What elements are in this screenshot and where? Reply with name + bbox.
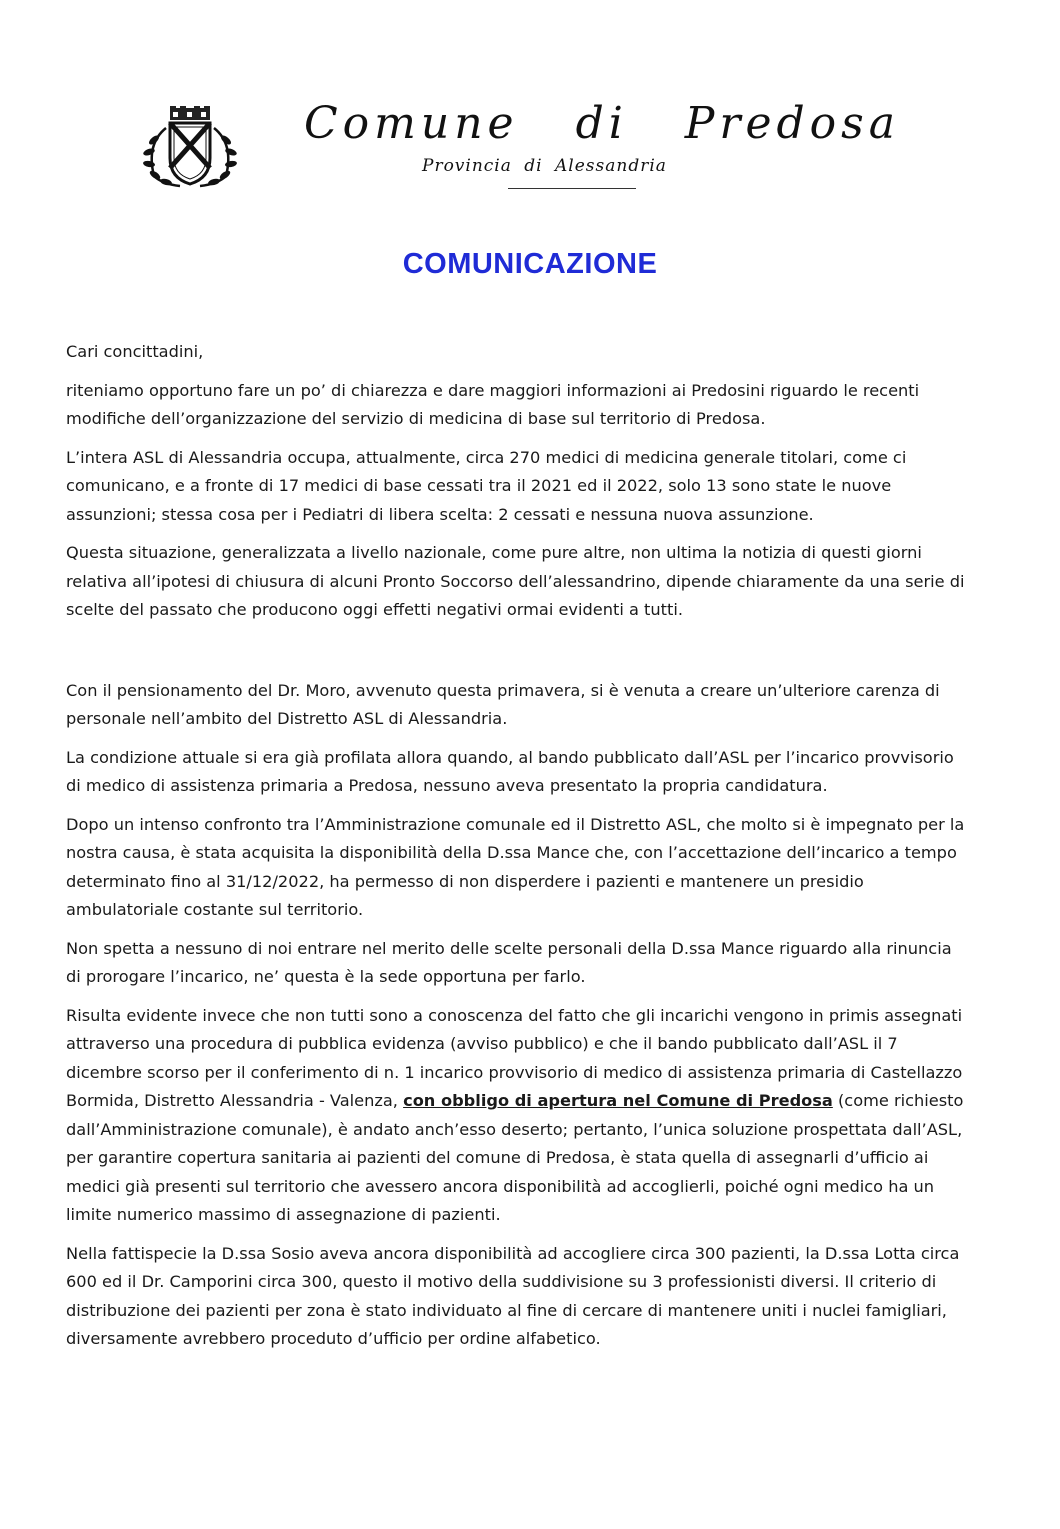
paragraph-3: Questa situazione, generalizzata a livello nazionale, come pure altre, non ultima la notizia di questi giorni relativa all’ipotesi di chiusura di alcuni Pronto Soccorso dell’alessandrino, dipende chiaramente da una serie di scelte del passato che producono oggi effetti negativi ormai evidenti a tutti. bbox=[66, 543, 965, 619]
paragraph-8-part-3: (come richiesto dall’Amministrazione comunale), è andato anch’esso deserto; pertanto, l’unica soluzione prospettata dall’ASL, per garantire copertura sanitaria ai pazienti del comune di Predosa, è stata quella di assegnarli d’ufficio ai medici già presenti sul territorio che avessero ancora disponibilità ad accoglierli, poiché ogni medico ha un limite numerico massimo di assegnazione di pazienti. bbox=[66, 1091, 964, 1224]
header-divider bbox=[508, 188, 636, 189]
comune-title: Comune di Predosa bbox=[304, 98, 900, 149]
letter-body bbox=[66, 338, 966, 1364]
paragraph-7: Non spetta a nessuno di noi entrare nel merito delle scelte personali della D.ssa Mance riguardo alla rinuncia di prorogare l’incarico, ne’ questa è la sede opportuna per farlo. bbox=[66, 938, 952, 986]
paragraph-4: Con il pensionamento del Dr. Moro, avvenuto questa primavera, si è venuta a creare un’ulteriore carenza di personale nell’ambito del Distretto ASL di Alessandria. bbox=[66, 680, 940, 728]
paragraph-2: L’intera ASL di Alessandria occupa, attualmente, circa 270 medici di medicina generale titolari, come ci comunicano, e a fronte di 17 medici di base cessati tra il 2021 ed il 2022, solo 13 sono state le nuove assunzioni; stessa cosa per i Pediatri di libera scelta: 2 cessati e nessuna nuova assunzione. bbox=[66, 447, 907, 524]
paragraph-9: Nella fattispecie la D.ssa Sosio aveva ancora disponibilità ad accogliere circa 300 pazienti, la D.ssa Lotta circa 600 ed il Dr. Camporini circa 300, questo il motivo della suddivisione su 3 professionisti diversi. Il criterio di distribuzione dei pazienti per zona è stato individuato al fine di cercare di mantenere uniti i nuclei famigliari, diversamente avrebbero proceduto d’ufficio per ordine alfabetico. bbox=[66, 1243, 960, 1348]
paragraph-1: riteniamo opportuno fare un po’ di chiarezza e dare maggiori informazioni ai Predosini riguardo le recenti modifiche dell’organizzazione del servizio di medicina di base sul territorio di Predosa. bbox=[66, 380, 920, 428]
salutation: Cari concittadini, bbox=[66, 342, 204, 361]
paragraph-5: La condizione attuale si era già profilata allora quando, al bando pubblicato dall’ASL per l’incarico provvisorio di medico di assistenza primaria a Predosa, nessuno aveva presentato la propria candidatura. bbox=[66, 747, 954, 795]
document-heading: COMUNICAZIONE bbox=[402, 248, 658, 280]
obbligo-apertura-emphasis: con obbligo di apertura nel Comune di Predosa bbox=[403, 1091, 833, 1110]
letterhead bbox=[140, 96, 900, 206]
paragraph-8 bbox=[66, 1002, 966, 1230]
municipal-coat-of-arms-icon bbox=[140, 106, 240, 188]
paragraph-6: Dopo un intenso confronto tra l’Amministrazione comunale ed il Distretto ASL, che molto si è impegnato per la nostra causa, è stata acquisita la disponibilità della D.ssa Mance che, con l’accettazione dell’incarico a tempo determinato fino al 31/12/2022, ha permesso di non disperdere i pazienti e mantenere un presidio ambulatoriale costante sul territorio. bbox=[66, 814, 965, 919]
paragraph-8-part-1: Risulta evidente invece che non tutti sono a conoscenza del fatto che gli incarichi vengono in primis assegnati attraverso una procedura di pubblica evidenza (avviso pubblico) e che il bando pubblicato dall’ASL il 7 dicembre scorso per il conferimento di n. 1 incarico provvisorio di medico di assistenza primaria di Castellazzo Bormida, Distretto Alessandria - Valenza, bbox=[66, 1005, 963, 1110]
provincia-subtitle: Provincia di Alessandria bbox=[422, 156, 667, 176]
